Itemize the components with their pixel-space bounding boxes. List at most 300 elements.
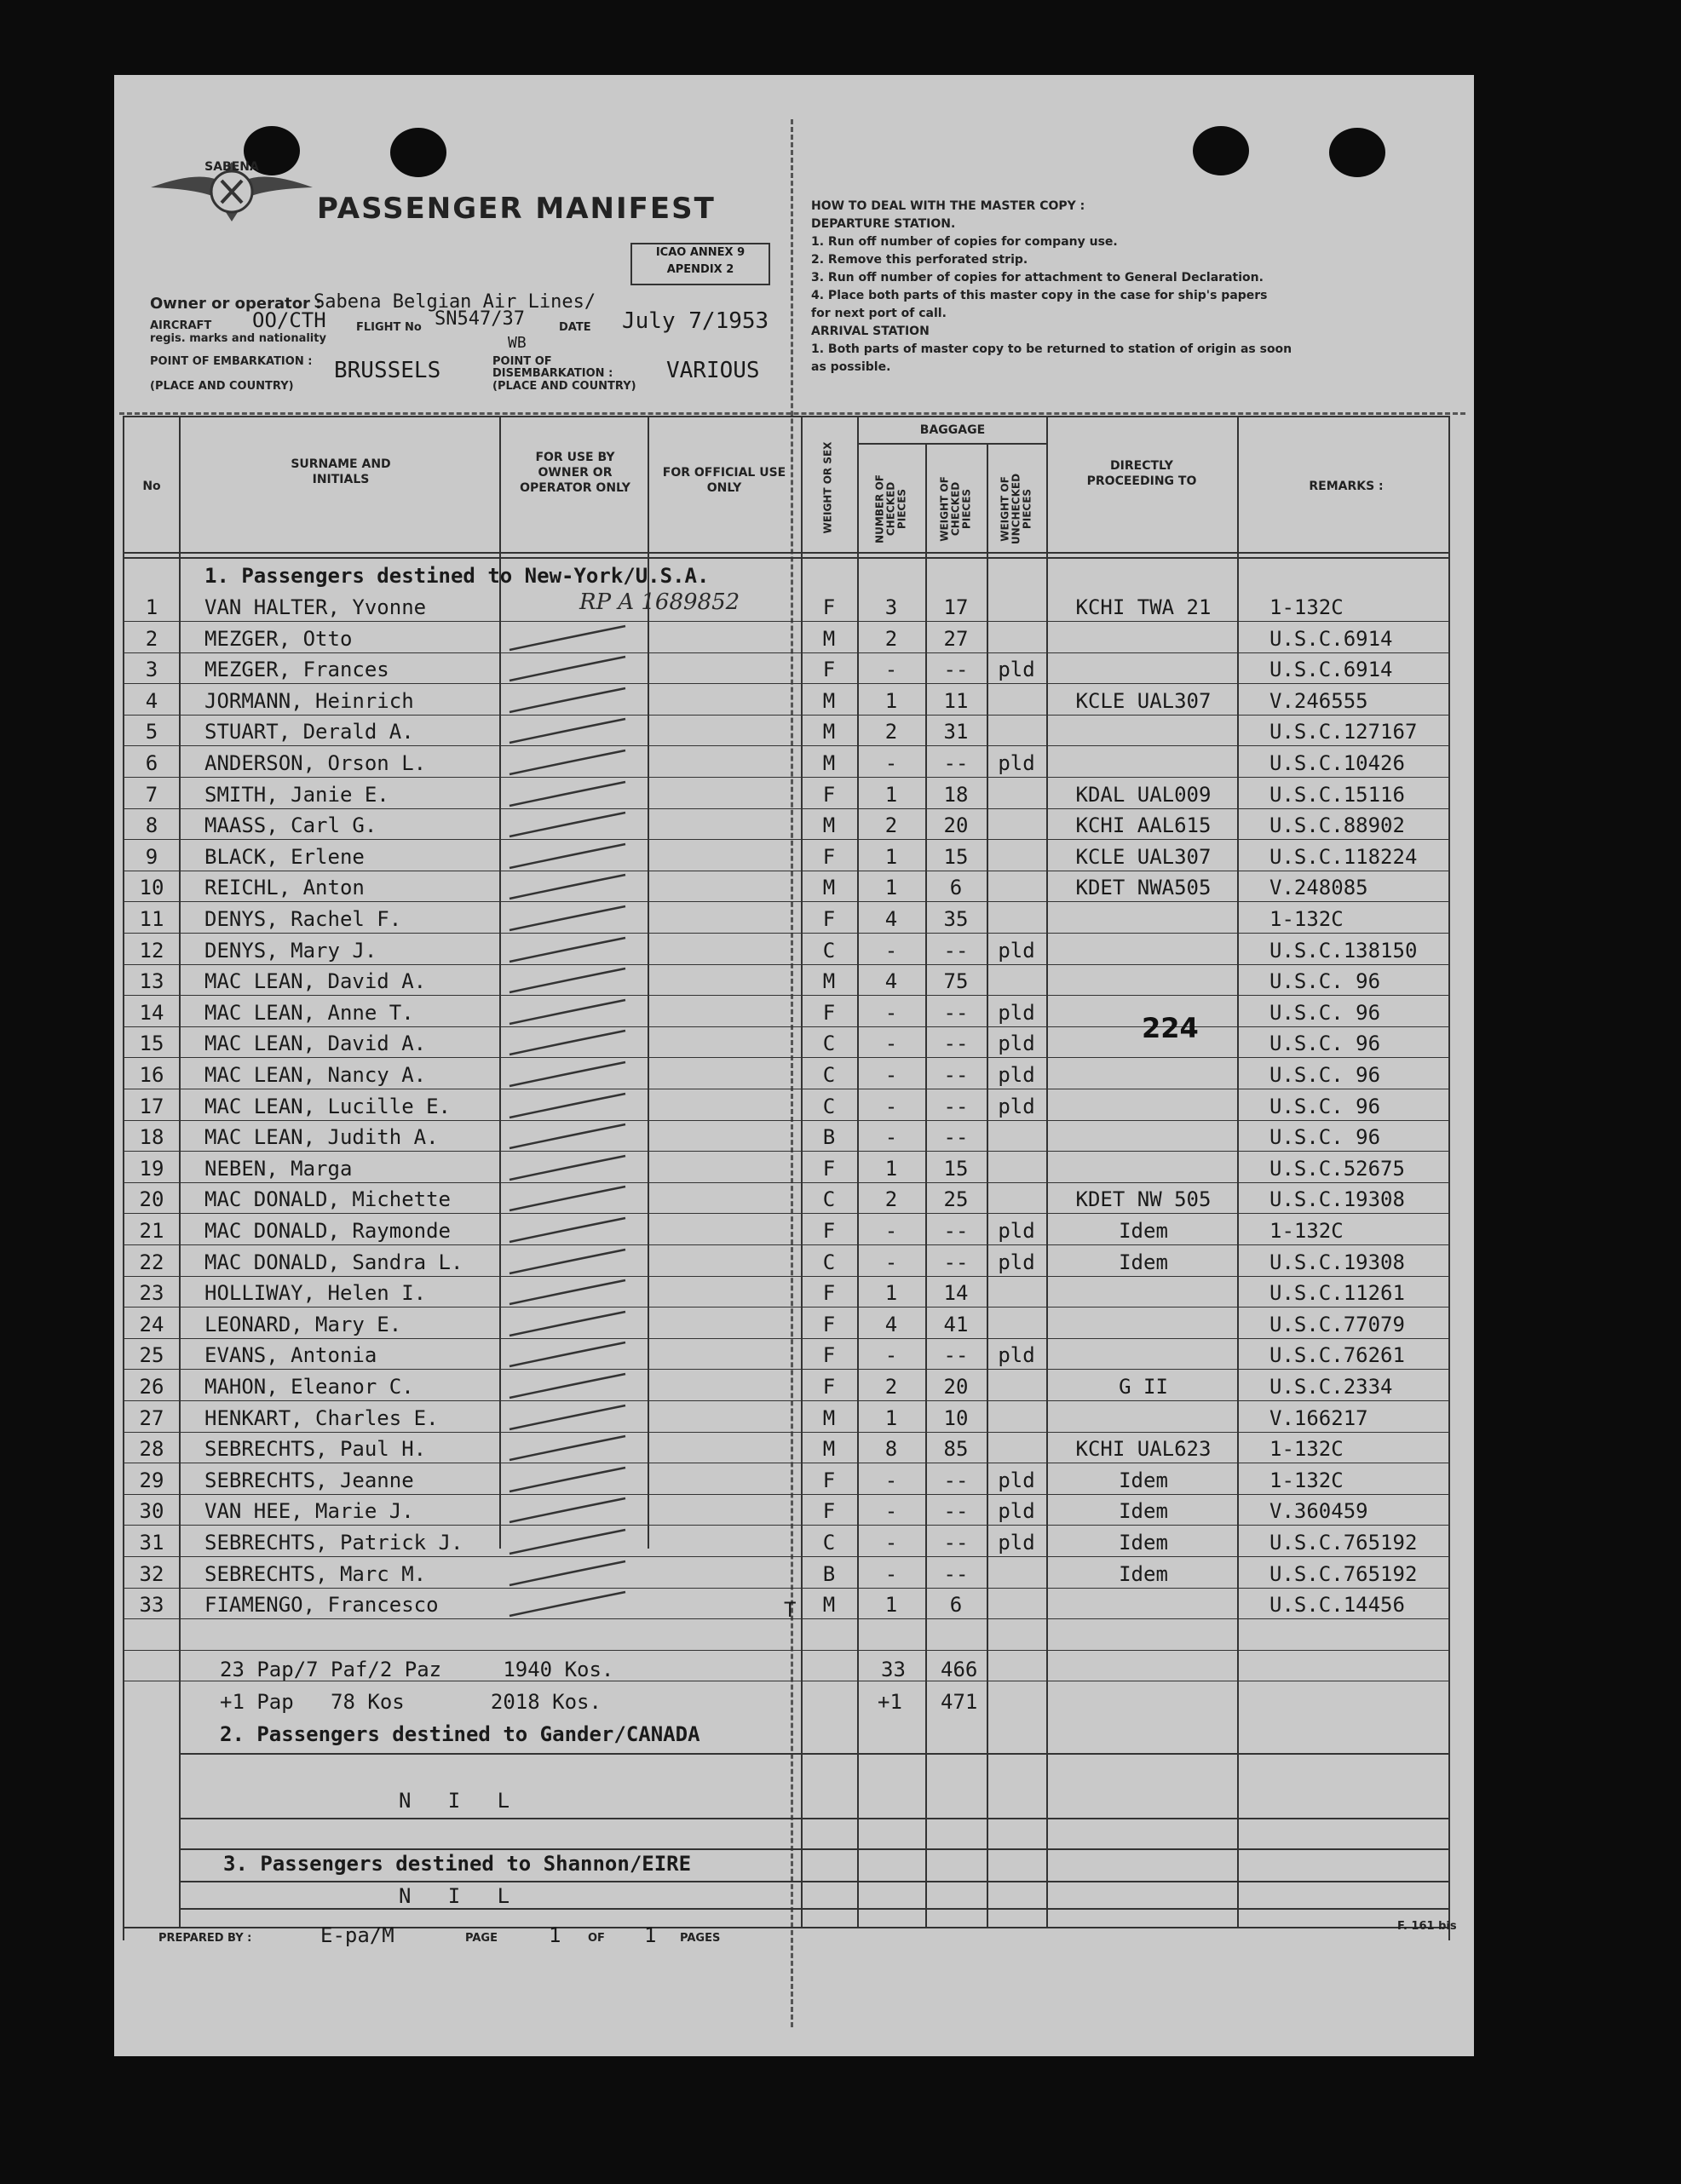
row-rule: [124, 1213, 1448, 1214]
remarks: U.S.C. 96: [1269, 1125, 1381, 1150]
passenger-name: NEBEN, Marga: [204, 1156, 353, 1181]
baggage-pieces: -: [884, 1094, 898, 1118]
row-rule: [124, 777, 1448, 778]
aircraft-value: OO/CTH: [252, 308, 326, 332]
remarks: U.S.C.14456: [1269, 1593, 1405, 1618]
proceeding-to: Idem: [1119, 1250, 1168, 1274]
unchecked-weight: pld: [998, 1063, 1035, 1087]
passenger-sex: F: [822, 844, 836, 869]
check-mark: [506, 1369, 651, 1403]
row-rule: [124, 1338, 1448, 1339]
check-mark: [506, 870, 651, 904]
row-number: 19: [139, 1156, 164, 1181]
baggage-pieces: -: [884, 938, 898, 963]
baggage-pieces: 1: [884, 1593, 898, 1618]
passenger-sex: C: [822, 1531, 836, 1555]
col-surname: SURNAME AND INITIALS: [291, 457, 391, 486]
proceeding-to: KDET NW 505: [1075, 1187, 1212, 1212]
passenger-name: MAASS, Carl G.: [204, 813, 377, 838]
passenger-sex: F: [822, 1375, 836, 1399]
check-mark: [506, 839, 651, 873]
row-number: 28: [139, 1437, 164, 1462]
passenger-sex: F: [822, 1000, 836, 1025]
remarks: U.S.C. 96: [1269, 1032, 1381, 1056]
passenger-sex: B: [822, 1561, 836, 1586]
passenger-sex: F: [822, 1219, 836, 1243]
baggage-weight: --: [943, 1468, 969, 1492]
passenger-name: MAC LEAN, Judith A.: [204, 1125, 439, 1150]
row-number: 13: [139, 969, 164, 994]
table-border: [123, 416, 124, 1940]
col-official-use: FOR OFFICIAL USE ONLY: [662, 466, 786, 495]
passenger-name: MAC LEAN, Lucille E.: [204, 1094, 451, 1118]
baggage-weight: 20: [943, 813, 969, 838]
baggage-weight: 75: [943, 969, 969, 994]
baggage-pieces: 2: [884, 1187, 898, 1212]
remarks: 1-132C: [1269, 1437, 1344, 1462]
baggage-weight: --: [943, 1094, 969, 1118]
check-mark: [506, 1057, 651, 1091]
row-rule: [124, 715, 1448, 716]
check-mark: [506, 714, 651, 748]
row-number: 30: [139, 1499, 164, 1524]
remarks: V.246555: [1269, 688, 1368, 713]
passenger-sex: M: [822, 1405, 836, 1430]
remarks: U.S.C. 96: [1269, 1063, 1381, 1087]
passenger-name: BLACK, Erlene: [204, 844, 365, 869]
proceeding-to: KCLE UAL307: [1075, 688, 1212, 713]
baggage-weight: 20: [943, 1375, 969, 1399]
passenger-sex: F: [822, 658, 836, 682]
header-rule: [123, 557, 1450, 559]
perforation-line: [791, 119, 793, 2027]
remarks: U.S.C.6914: [1269, 658, 1393, 682]
column-rule: [1046, 416, 1048, 1927]
passenger-sex: F: [822, 1156, 836, 1181]
row-number: 24: [139, 1312, 164, 1336]
totals-line-2: +1 Pap 78 Kos 2018 Kos.: [220, 1690, 602, 1714]
check-mark: [506, 1089, 651, 1123]
passport-annotation: RP A 1689852: [579, 589, 740, 615]
row-number: 20: [139, 1187, 164, 1212]
passenger-sex: C: [822, 1032, 836, 1056]
passenger-name: JORMANN, Heinrich: [204, 688, 414, 713]
passenger-name: MAC LEAN, Nancy A.: [204, 1063, 427, 1087]
baggage-weight: --: [943, 1531, 969, 1555]
passenger-sex: C: [822, 1094, 836, 1118]
row-number: 25: [139, 1343, 164, 1368]
column-rule: [1237, 416, 1239, 1927]
check-mark: [506, 933, 651, 967]
baggage-pieces: 1: [884, 1156, 898, 1181]
passenger-name: MEZGER, Otto: [204, 626, 353, 651]
baggage-pieces: 1: [884, 688, 898, 713]
check-mark: [506, 683, 651, 717]
document-title: PASSENGER MANIFEST: [317, 192, 716, 226]
proceeding-to: KCHI AAL615: [1075, 813, 1212, 838]
remarks: U.S.C.6914: [1269, 626, 1393, 651]
passenger-sex: M: [822, 1437, 836, 1462]
punch-hole: [390, 128, 446, 177]
date-label: DATE: [559, 321, 591, 334]
baggage-pieces: -: [884, 1063, 898, 1087]
row-rule: [124, 839, 1448, 840]
table-border: [1448, 416, 1450, 1940]
section-1-heading: 1. Passengers destined to New-York/U.S.A.: [204, 564, 710, 588]
check-mark: [506, 1307, 651, 1341]
row-number: 26: [139, 1375, 164, 1399]
proceeding-to: KDET NWA505: [1075, 876, 1212, 900]
proceeding-to: Idem: [1119, 1561, 1168, 1586]
row-number: 27: [139, 1405, 164, 1430]
unchecked-weight: pld: [998, 1219, 1035, 1243]
row-rule: [124, 1120, 1448, 1121]
proceeding-to: G II: [1119, 1375, 1168, 1399]
baggage-weight: 18: [943, 782, 969, 807]
row-rule: [124, 995, 1448, 996]
row-number: 12: [139, 938, 164, 963]
passenger-name: MAHON, Eleanor C.: [204, 1375, 414, 1399]
passenger-name: DENYS, Rachel F.: [204, 907, 402, 931]
logo-text: SABENA: [204, 160, 259, 174]
baggage-weight: --: [943, 1032, 969, 1056]
disembark-value: VARIOUS: [666, 358, 760, 383]
passenger-name: SEBRECHTS, Patrick J.: [204, 1531, 463, 1555]
row-rule: [124, 1650, 1448, 1651]
baggage-pieces: -: [884, 1499, 898, 1524]
row-number: 21: [139, 1219, 164, 1243]
stamp-number: 224: [1142, 1012, 1199, 1044]
baggage-pieces: -: [884, 1531, 898, 1555]
remarks: U.S.C. 96: [1269, 969, 1381, 994]
baggage-weight: --: [943, 1250, 969, 1274]
remarks: 1-132C: [1269, 1468, 1344, 1492]
proceeding-to: Idem: [1119, 1499, 1168, 1524]
row-number: 11: [139, 907, 164, 931]
passenger-name: SEBRECHTS, Marc M.: [204, 1561, 427, 1586]
baggage-weight: --: [943, 1063, 969, 1087]
passenger-sex: M: [822, 626, 836, 651]
baggage-pieces: -: [884, 1250, 898, 1274]
section-3-nil: N I L: [399, 1884, 510, 1908]
col-no: No: [142, 480, 161, 493]
unchecked-weight: pld: [998, 751, 1035, 775]
row-rule: [124, 1151, 1448, 1152]
unchecked-weight: pld: [998, 658, 1035, 682]
baggage-weight: 10: [943, 1405, 969, 1430]
page-value: 1: [549, 1923, 561, 1947]
row-number: 29: [139, 1468, 164, 1492]
passenger-name: DENYS, Mary J.: [204, 938, 377, 963]
remarks: U.S.C.88902: [1269, 813, 1405, 838]
row-rule: [124, 1525, 1448, 1526]
row-number: 3: [145, 658, 158, 682]
col-owner-use: FOR USE BY OWNER OR OPERATOR ONLY: [520, 451, 630, 495]
total-weight-2: 471: [941, 1690, 978, 1714]
row-number: 22: [139, 1250, 164, 1274]
passenger-sex: F: [822, 595, 836, 619]
row-number: 6: [145, 751, 158, 775]
row-number: 4: [145, 688, 158, 713]
proceeding-to: Idem: [1119, 1531, 1168, 1555]
form-id: F. 161 bis: [1397, 1920, 1457, 1933]
baggage-pieces: -: [884, 1032, 898, 1056]
prepared-value: E-pa/M: [320, 1923, 394, 1947]
check-mark: [506, 1431, 651, 1465]
remarks: U.S.C.2334: [1269, 1375, 1393, 1399]
passenger-sex: C: [822, 1063, 836, 1087]
col-wt-checked: WEIGHT OF CHECKED PIECES: [938, 476, 973, 542]
section-2-heading: 2. Passengers destined to Gander/CANADA: [220, 1722, 700, 1746]
passenger-name: STUART, Derald A.: [204, 720, 414, 744]
remarks: U.S.C.15116: [1269, 782, 1405, 807]
proceeding-to: KCHI UAL623: [1075, 1437, 1212, 1462]
baggage-pieces: 2: [884, 720, 898, 744]
row-rule: [181, 1818, 1448, 1819]
remarks: U.S.C.10426: [1269, 751, 1405, 775]
check-mark: [506, 1275, 651, 1309]
row-number: 16: [139, 1063, 164, 1087]
passenger-sex: F: [822, 907, 836, 931]
baggage-pieces: 1: [884, 844, 898, 869]
baggage-pieces: 2: [884, 813, 898, 838]
row-number: 10: [139, 876, 164, 900]
baggage-pieces: 4: [884, 907, 898, 931]
table-border: [123, 416, 1450, 417]
proceeding-to: KCHI TWA 21: [1075, 595, 1212, 619]
row-rule: [124, 652, 1448, 653]
baggage-weight: 15: [943, 844, 969, 869]
check-mark: [506, 652, 651, 686]
embark-sublabel: (PLACE AND COUNTRY): [150, 380, 294, 393]
row-number: 18: [139, 1125, 164, 1150]
icao-annex-box: ICAO ANNEX 9 APENDIX 2: [630, 243, 770, 285]
check-mark: [506, 995, 651, 1029]
row-rule: [124, 1276, 1448, 1277]
aircraft-sublabel: regis. marks and nationality: [150, 332, 326, 345]
passenger-name: LEONARD, Mary E.: [204, 1312, 402, 1336]
col-directly: DIRECTLY PROCEEDING TO: [1086, 459, 1197, 488]
remarks: U.S.C.127167: [1269, 720, 1418, 744]
remarks: U.S.C.77079: [1269, 1312, 1405, 1336]
row-rule: [124, 933, 1448, 934]
passenger-sex: F: [822, 782, 836, 807]
col-baggage: BAGGAGE: [919, 423, 986, 437]
passenger-name: SEBRECHTS, Jeanne: [204, 1468, 414, 1492]
baggage-pieces: 1: [884, 876, 898, 900]
baggage-pieces: -: [884, 751, 898, 775]
of-label: OF: [588, 1932, 605, 1945]
row-rule: [124, 1369, 1448, 1370]
row-rule: [124, 1307, 1448, 1308]
unchecked-weight: pld: [998, 1250, 1035, 1274]
col-num-checked: NUMBER OF CHECKED PIECES: [873, 474, 908, 543]
row-rule: [124, 1244, 1448, 1245]
passenger-sex: C: [822, 1250, 836, 1274]
baggage-weight: --: [943, 1219, 969, 1243]
punch-hole: [1193, 126, 1249, 175]
official-mark: T: [784, 1598, 797, 1622]
row-rule: [124, 621, 1448, 622]
remarks: U.S.C.138150: [1269, 938, 1418, 963]
passenger-name: HOLLIWAY, Helen I.: [204, 1281, 427, 1306]
passenger-name: MEZGER, Frances: [204, 658, 389, 682]
passenger-name: MAC LEAN, Anne T.: [204, 1000, 414, 1025]
total-pieces-1: 33: [881, 1658, 906, 1681]
row-rule: [181, 1908, 1448, 1910]
baggage-pieces: 4: [884, 1312, 898, 1336]
passenger-name: VAN HEE, Marie J.: [204, 1499, 414, 1524]
baggage-pieces: -: [884, 1000, 898, 1025]
remarks: U.S.C.52675: [1269, 1156, 1405, 1181]
row-number: 2: [145, 626, 158, 651]
baggage-weight: --: [943, 658, 969, 682]
baggage-weight: 14: [943, 1281, 969, 1306]
baggage-weight: 15: [943, 1156, 969, 1181]
passenger-name: REICHL, Anton: [204, 876, 365, 900]
baggage-weight: --: [943, 1125, 969, 1150]
check-mark: [506, 1337, 651, 1371]
row-rule: [124, 1057, 1448, 1058]
baggage-pieces: 4: [884, 969, 898, 994]
row-rule: [124, 1556, 1448, 1557]
baggage-weight: --: [943, 1000, 969, 1025]
passenger-sex: C: [822, 1187, 836, 1212]
remarks: U.S.C.118224: [1269, 844, 1418, 869]
passenger-sex: M: [822, 1593, 836, 1618]
row-number: 31: [139, 1531, 164, 1555]
remarks: V.166217: [1269, 1405, 1368, 1430]
passenger-sex: B: [822, 1125, 836, 1150]
check-mark: [506, 901, 651, 935]
col-wt-unchecked: WEIGHT OF UNCHECKED PIECES: [999, 473, 1033, 545]
unchecked-weight: pld: [998, 1531, 1035, 1555]
check-mark: [506, 963, 651, 997]
unchecked-weight: pld: [998, 1094, 1035, 1118]
proceeding-to: Idem: [1119, 1219, 1168, 1243]
baggage-pieces: 2: [884, 626, 898, 651]
row-number: 15: [139, 1032, 164, 1056]
baggage-weight: 11: [943, 688, 969, 713]
check-mark: [506, 1119, 651, 1153]
row-number: 9: [145, 844, 158, 869]
baggage-weight: --: [943, 1343, 969, 1368]
passenger-name: MAC DONALD, Raymonde: [204, 1219, 451, 1243]
section-2-nil: N I L: [399, 1789, 510, 1813]
disembark-sublabel: (PLACE AND COUNTRY): [492, 380, 636, 393]
column-rule: [179, 416, 181, 1927]
passenger-sex: F: [822, 1343, 836, 1368]
remarks: U.S.C.765192: [1269, 1561, 1418, 1586]
totals-line-1: 23 Pap/7 Paf/2 Paz 1940 Kos.: [220, 1658, 614, 1681]
baggage-pieces: 2: [884, 1375, 898, 1399]
embark-value: BRUSSELS: [334, 358, 441, 383]
row-number: 7: [145, 782, 158, 807]
baggage-pieces: -: [884, 1343, 898, 1368]
baggage-weight: 6: [949, 876, 963, 900]
passenger-name: SEBRECHTS, Paul H.: [204, 1437, 427, 1462]
proceeding-to: Idem: [1119, 1468, 1168, 1492]
embark-label: POINT OF EMBARKATION :: [150, 355, 313, 368]
baggage-weight: 41: [943, 1312, 969, 1336]
passenger-sex: M: [822, 751, 836, 775]
passenger-name: FIAMENGO, Francesco: [204, 1593, 439, 1618]
remarks: 1-132C: [1269, 907, 1344, 931]
passenger-name: HENKART, Charles E.: [204, 1405, 439, 1430]
passenger-name: SMITH, Janie E.: [204, 782, 389, 807]
baggage-weight: 27: [943, 626, 969, 651]
row-rule: [124, 1588, 1448, 1589]
passenger-sex: F: [822, 1499, 836, 1524]
passenger-sex: M: [822, 720, 836, 744]
passenger-name: MAC LEAN, David A.: [204, 969, 427, 994]
unchecked-weight: pld: [998, 1032, 1035, 1056]
baggage-weight: --: [943, 1499, 969, 1524]
sabena-logo: [147, 128, 317, 256]
check-mark: [506, 1181, 651, 1216]
check-mark: [506, 1587, 651, 1621]
passenger-sex: M: [822, 813, 836, 838]
passenger-sex: C: [822, 938, 836, 963]
row-number: 1: [145, 595, 158, 619]
baggage-weight: 85: [943, 1437, 969, 1462]
page-label: PAGE: [465, 1932, 498, 1945]
total-weight-1: 466: [941, 1658, 978, 1681]
check-mark: [506, 621, 651, 655]
row-rule: [124, 1182, 1448, 1183]
row-number: 33: [139, 1593, 164, 1618]
passenger-name: MAC LEAN, David A.: [204, 1032, 427, 1056]
passenger-sex: M: [822, 688, 836, 713]
row-number: 5: [145, 720, 158, 744]
flight-value: SN547/37: [435, 308, 525, 330]
remarks: V.248085: [1269, 876, 1368, 900]
col-weight-sex: WEIGHT OR SEX: [821, 441, 834, 534]
pages-label: PAGES: [680, 1932, 721, 1945]
baggage-weight: 17: [943, 595, 969, 619]
remarks: 1-132C: [1269, 595, 1344, 619]
check-mark: [506, 1213, 651, 1247]
row-number: 8: [145, 813, 158, 838]
remarks: U.S.C.19308: [1269, 1187, 1405, 1212]
baggage-pieces: -: [884, 1468, 898, 1492]
check-mark: [506, 777, 651, 811]
row-rule: [124, 683, 1448, 684]
unchecked-weight: pld: [998, 1000, 1035, 1025]
baggage-pieces: -: [884, 1125, 898, 1150]
check-mark: [506, 1463, 651, 1497]
unchecked-weight: pld: [998, 1343, 1035, 1368]
passenger-sex: F: [822, 1468, 836, 1492]
check-mark: [506, 1244, 651, 1279]
row-rule: [124, 964, 1448, 965]
prepared-label: PREPARED BY :: [158, 1932, 252, 1945]
baggage-weight: 35: [943, 907, 969, 931]
passenger-sex: F: [822, 1312, 836, 1336]
check-mark: [506, 1400, 651, 1434]
passenger-sex: F: [822, 1281, 836, 1306]
baggage-weight: --: [943, 1561, 969, 1586]
owner-value: Sabena Belgian Air Lines/: [314, 291, 596, 313]
baggage-pieces: -: [884, 1219, 898, 1243]
row-rule: [124, 1400, 1448, 1401]
remarks: U.S.C.19308: [1269, 1250, 1405, 1274]
baggage-pieces: 3: [884, 595, 898, 619]
row-rule: [181, 1881, 1448, 1882]
row-rule: [124, 1432, 1448, 1433]
passenger-name: VAN HALTER, Yvonne: [204, 595, 427, 619]
proceeding-to: KDAL UAL009: [1075, 782, 1212, 807]
